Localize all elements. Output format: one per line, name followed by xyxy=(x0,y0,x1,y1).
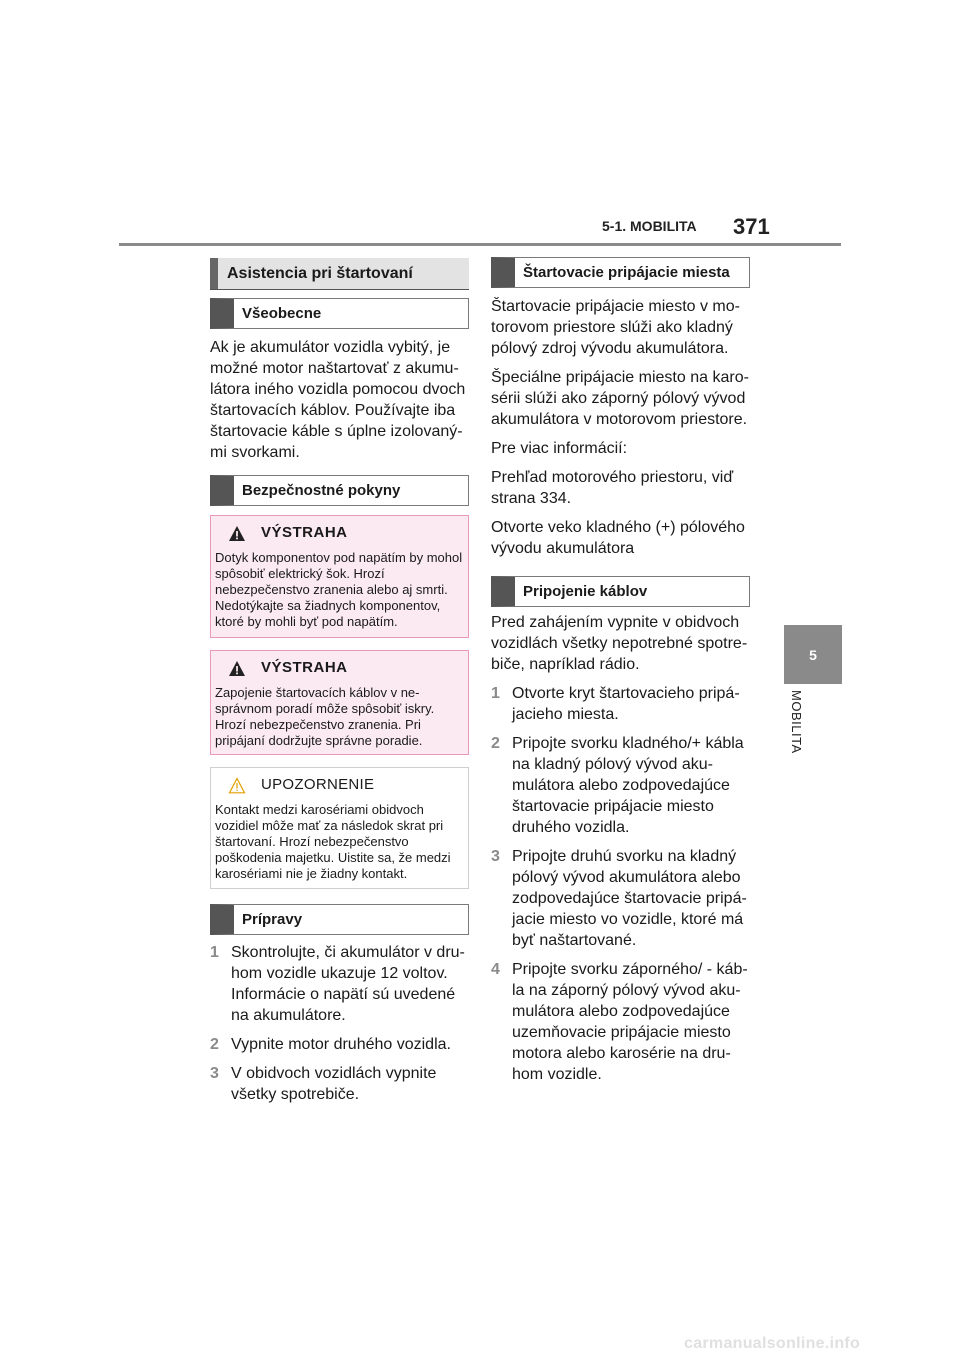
paragraph: Otvorte veko kladného (+) pólového vývodu akumulátora xyxy=(491,519,745,557)
main-heading: Asistencia pri štartovaní xyxy=(210,258,469,289)
connect-intro: Pred zahájením vypnite v obidvoch vozidlách všetky nepotrebné spotrebiče, napríklad rádio. xyxy=(491,614,748,673)
warning-text: Dotyk komponentov pod napätím by mohol spôsobiť elektrický šok. Hrozí nebezpečenstvo zranenia alebo aj smrti. Nedotýkajte sa žiadnych komponentov, ktoré by mohli byť pod napätím. xyxy=(215,550,463,629)
page-reference[interactable]: Prehľad motorového priestoru, viď strana 334. xyxy=(491,469,734,507)
connection-points-text xyxy=(491,296,749,567)
step-text: V obidvoch vozidlách vypnite všetky spotrebiče. xyxy=(231,1065,437,1103)
warning-title: VÝSTRAHA xyxy=(261,524,348,541)
warning-box xyxy=(210,515,469,638)
step-text: Pripojte druhú svorku na kladný pólový vývod akumulátora alebo zodpovedajúce štartovacie pripájacie miesto vo vozidle, ktoré má byť naštartované. xyxy=(512,848,747,949)
general-paragraph xyxy=(210,337,468,471)
notice-text: Kontakt medzi karosériami obidvoch vozidiel môže mať za následok skrat pri štartovaní. Hrozí nebezpečenstvo poškodenia majetku. Uistite sa, že medzi karosériami nie je žiadny kontakt. xyxy=(215,802,451,881)
heading-safety: Bezpečnostné pokyny xyxy=(210,475,469,506)
warning-box xyxy=(210,650,469,755)
general-text: Ak je akumulátor vozidla vybitý, je možné motor naštartovať z akumulátora iného vozidla pomocou dvoch štartovacích káblov. Používajte iba štartovacie káble s úplne izolovanými svorkami. xyxy=(210,339,466,461)
list-item xyxy=(210,942,468,1026)
step-text: Pripojte svorku kladného/+ kábla na kladný pólový vývod akumulátora alebo zodpovedajúce štartovacie pripájacie miesto druhého vozidla. xyxy=(512,735,744,836)
caution-outline-icon xyxy=(228,777,246,794)
paragraph: Špeciálne pripájacie miesto na karosérii slúži ako záporný pólový vývod akumulátora v motorovom priestore. xyxy=(491,369,749,428)
step-text: Vypnite motor druhého vozidla. xyxy=(231,1036,451,1053)
paragraph: Štartovacie pripájacie miesto v motorovom priestore slúži ako kladný pólový zdroj vývodu akumulátora. xyxy=(491,298,740,357)
list-item xyxy=(491,683,749,725)
warning-icon xyxy=(228,525,246,542)
chapter-name-text: MOBILITA xyxy=(789,690,804,754)
footer-watermark: carmanualsonline.info xyxy=(684,1335,861,1352)
step-number: 1 xyxy=(491,685,500,702)
main-heading-underline xyxy=(210,289,469,290)
heading-connect-cables: Pripojenie káblov xyxy=(491,576,750,607)
list-item xyxy=(491,959,749,1085)
step-text: Pripojte svorku záporného/ - kábla na záporný pólový vývod akumulátora alebo zodpovedajúce uzemňovacie pripájacie miesto motora alebo karosérie na druhom vozidle. xyxy=(512,961,748,1083)
heading-connection-points: Štartovacie pripájacie miesta xyxy=(491,257,750,288)
chapter-tab-number[interactable]: 5 xyxy=(784,625,842,684)
list-item xyxy=(210,1063,468,1105)
warning-text: Zapojenie štartovacích káblov v nesprávnom poradí môže spôsobiť iskry. Hrozí nebezpečenstvo zranenia. Pri pripájaní dodržujte správne poradie. xyxy=(215,685,435,748)
page-number: 371 xyxy=(733,214,770,239)
heading-preparation: Prípravy xyxy=(210,904,469,935)
step-text: Otvorte kryt štartovacieho pripájacieho miesta. xyxy=(512,685,740,723)
list-item xyxy=(210,1034,468,1055)
list-item xyxy=(491,846,749,951)
warning-title: VÝSTRAHA xyxy=(261,659,348,676)
step-text: Skontrolujte, či akumulátor v druhom vozidle ukazuje 12 voltov. Informácie o napätí sú uvedené na akumulátore. xyxy=(231,944,465,1024)
paragraph: Pre viac informácií: xyxy=(491,440,628,457)
connect-cables-text xyxy=(491,612,749,1093)
step-number: 2 xyxy=(210,1036,219,1053)
warning-icon xyxy=(228,660,246,677)
header-rule xyxy=(119,243,841,246)
step-number: 3 xyxy=(210,1065,219,1082)
chapter-tab-name xyxy=(786,690,806,770)
step-number: 1 xyxy=(210,944,219,961)
list-item xyxy=(491,733,749,838)
heading-general: Všeobecne xyxy=(210,298,469,329)
notice-box xyxy=(210,767,469,889)
step-number: 2 xyxy=(491,735,500,752)
main-heading-block xyxy=(210,258,469,290)
preparation-steps xyxy=(210,942,468,1113)
notice-title: UPOZORNENIE xyxy=(261,776,375,793)
section-title: 5-1. MOBILITA xyxy=(602,218,697,234)
step-number: 4 xyxy=(491,961,500,978)
step-number: 3 xyxy=(491,848,500,865)
